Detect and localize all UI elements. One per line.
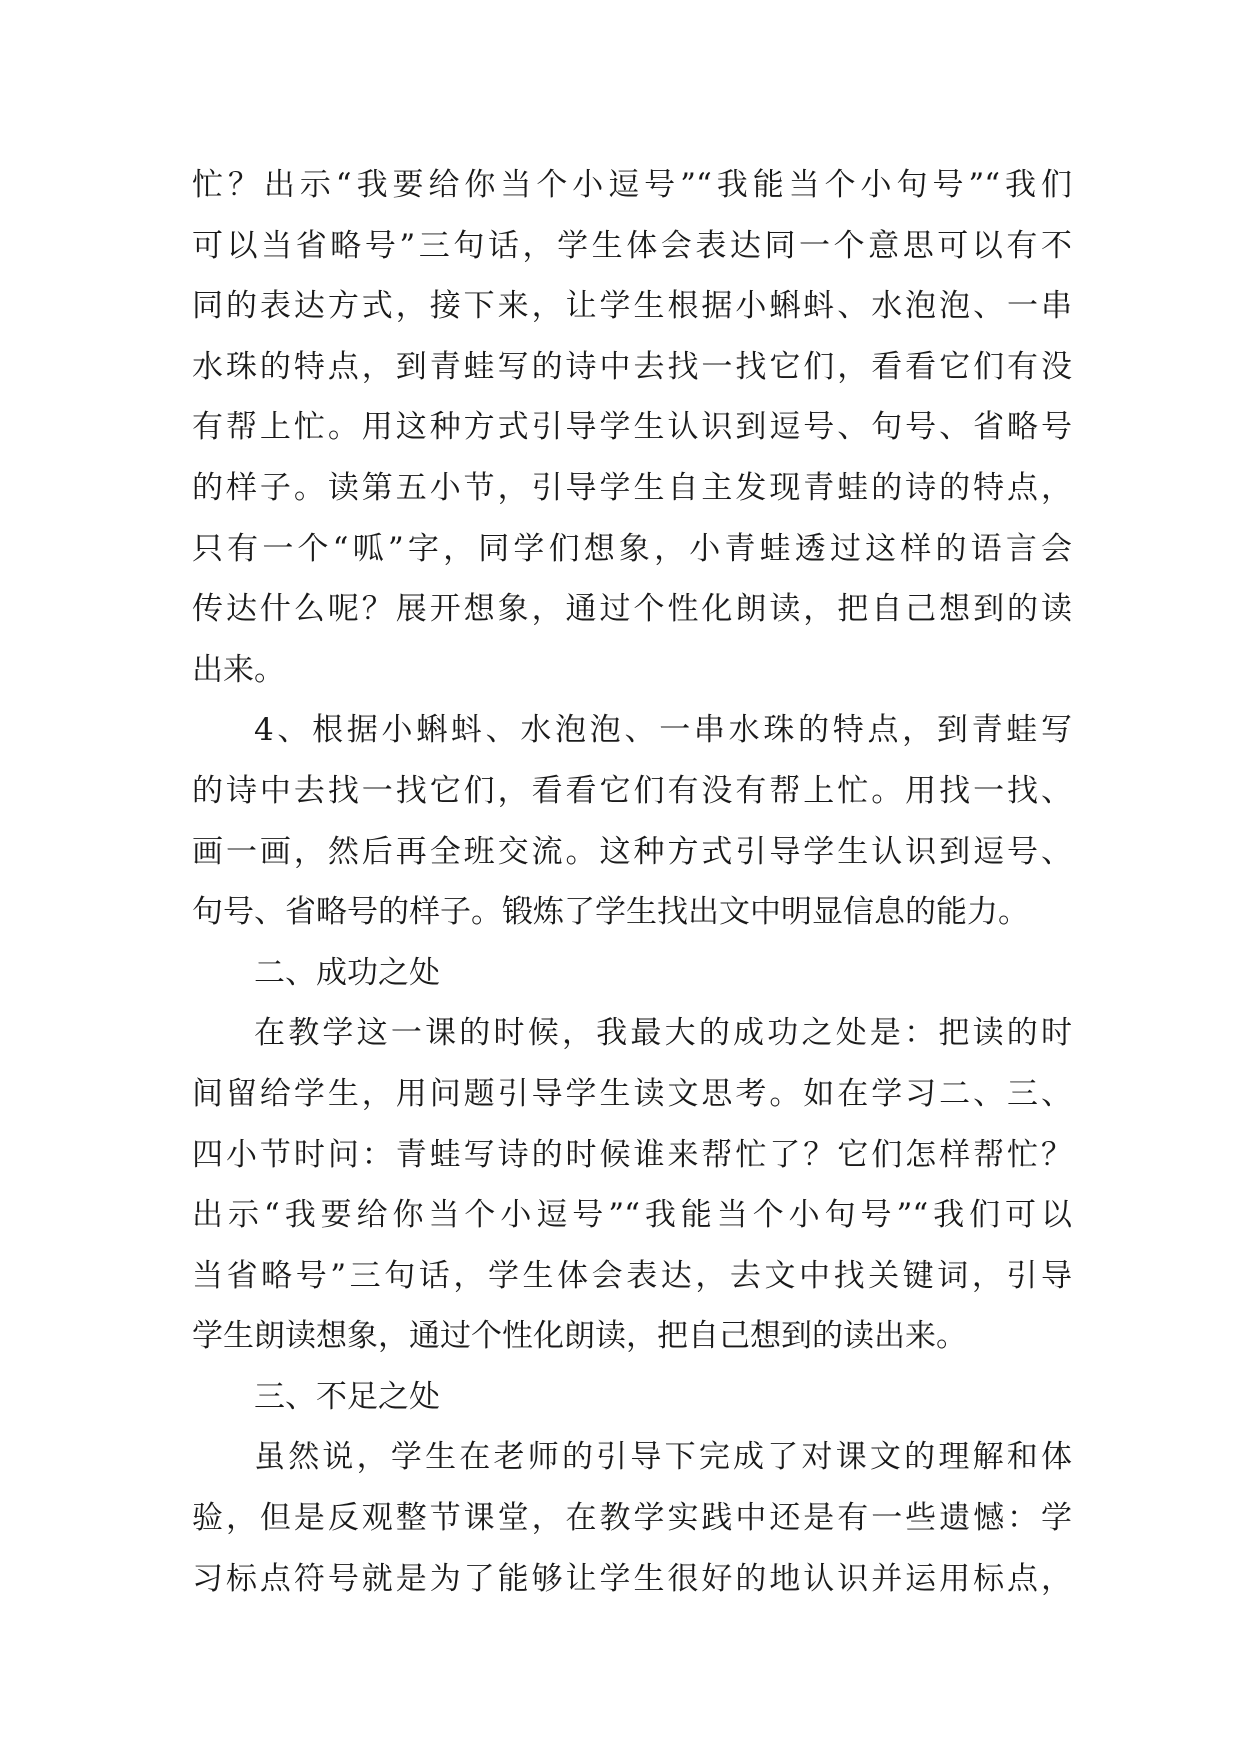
text-line: 当省略号”三句话，学生体会表达，去文中找关键词，引导 (192, 1257, 1072, 1294)
text-line: 习标点符号就是为了能够让学生很好的地认识并运用标点， (192, 1560, 1072, 1597)
text-line: 有帮上忙。用这种方式引导学生认识到逗号、句号、省略号 (192, 409, 1072, 446)
text-line: 的样子。读第五小节，引导学生自主发现青蛙的诗的特点， (192, 469, 1072, 506)
text-line: 虽然说，学生在老师的引导下完成了对课文的理解和体 (254, 1439, 1072, 1476)
text-line: 四小节时问：青蛙写诗的时候谁来帮忙了？它们怎样帮忙？ (192, 1136, 1072, 1173)
text-line: 出来。 (192, 651, 285, 688)
text-line: 二、成功之处 (254, 954, 440, 991)
text-line: 学生朗读想象，通过个性化朗读，把自己想到的读出来。 (192, 1318, 967, 1355)
text-line: 验，但是反观整节课堂，在教学实践中还是有一些遗憾：学 (192, 1500, 1072, 1537)
text-line: 的诗中去找一找它们，看看它们有没有帮上忙。用找一找、 (192, 772, 1072, 809)
text-line: 只有一个“呱”字，同学们想象，小青蛙透过这样的语言会 (192, 530, 1072, 567)
text-line: 忙？出示“我要给你当个小逗号”“我能当个小句号”“我们 (192, 167, 1072, 203)
text-line: 同的表达方式，接下来，让学生根据小蝌蚪、水泡泡、一串 (192, 288, 1072, 325)
text-line: 出示“我要给你当个小逗号”“我能当个小句号”“我们可以 (192, 1197, 1072, 1234)
body-text (192, 155, 1072, 1609)
text-line: 4、根据小蝌蚪、水泡泡、一串水珠的特点，到青蛙写 (254, 712, 1072, 749)
text-line: 间留给学生，用问题引导学生读文思考。如在学习二、三、 (192, 1075, 1072, 1112)
text-line: 在教学这一课的时候，我最大的成功之处是：把读的时 (254, 1015, 1072, 1052)
text-line: 句号、省略号的样子。锻炼了学生找出文中明显信息的能力。 (192, 894, 1029, 931)
text-line: 可以当省略号”三句话，学生体会表达同一个意思可以有不 (192, 227, 1072, 264)
text-line: 传达什么呢？展开想象，通过个性化朗读，把自己想到的读 (192, 591, 1072, 628)
text-line: 画一画，然后再全班交流。这种方式引导学生认识到逗号、 (192, 833, 1072, 870)
text-line: 三、不足之处 (254, 1378, 440, 1415)
text-line: 水珠的特点，到青蛙写的诗中去找一找它们，看看它们有没 (192, 348, 1072, 385)
